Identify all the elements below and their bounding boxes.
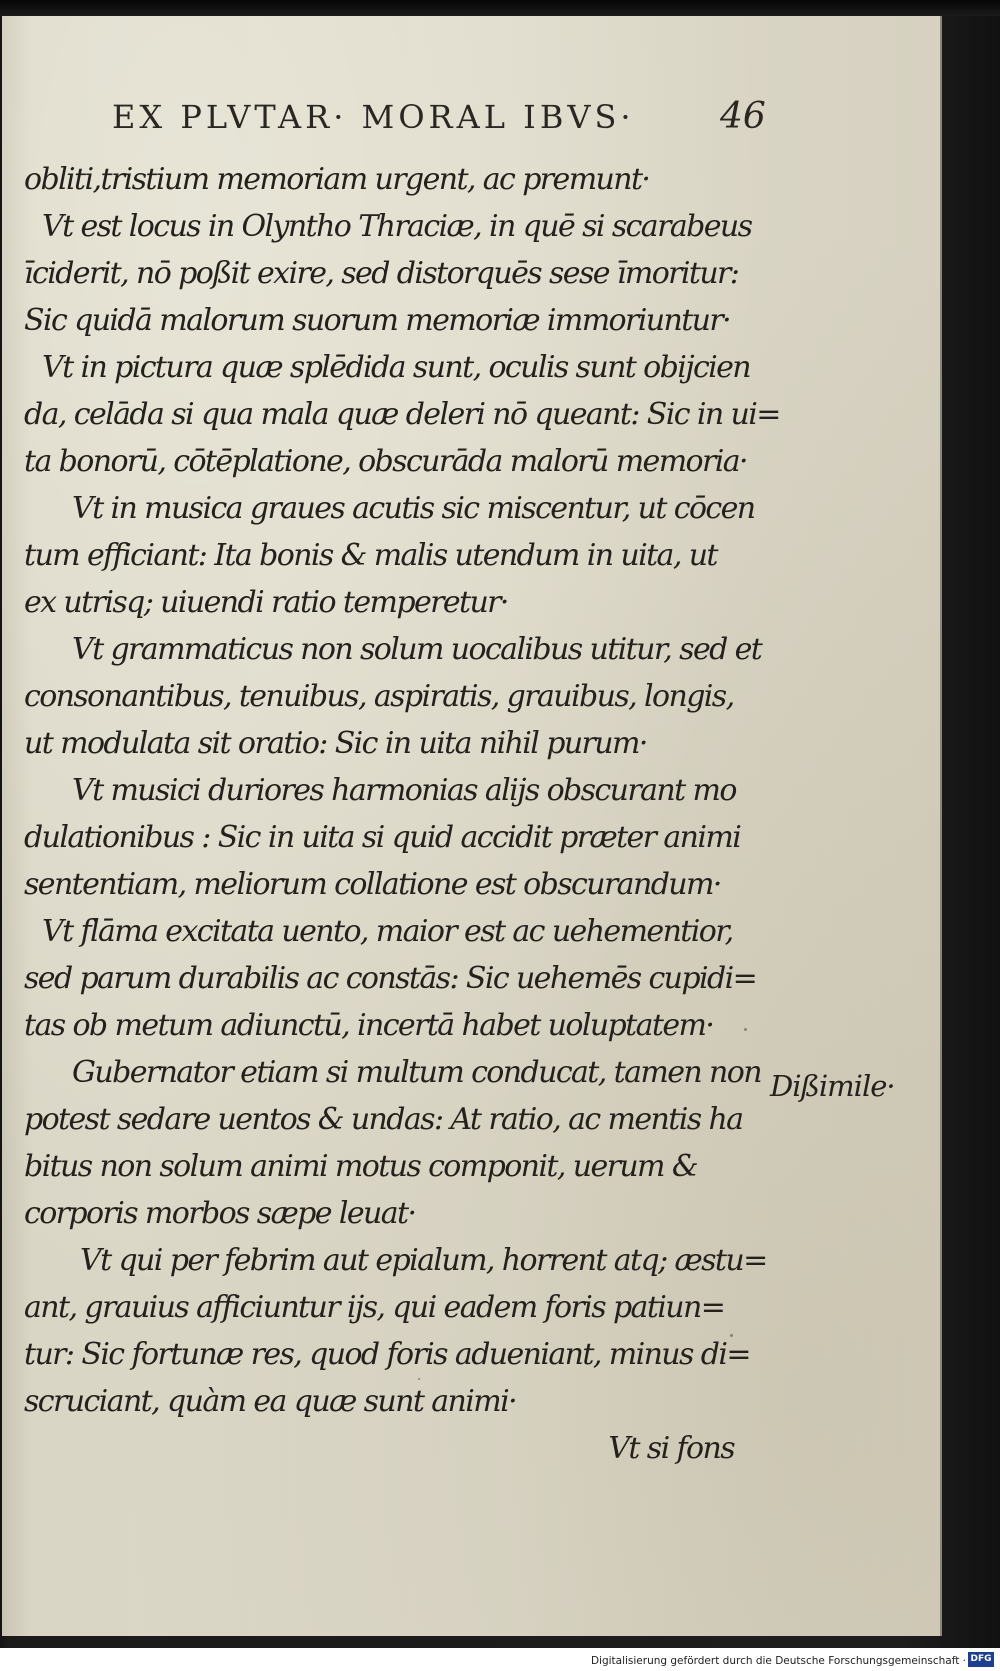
text-line: Gubernator etiam si multum conducat, tamen non	[72, 1055, 761, 1090]
running-head: EX PLVTAR· MORAL IBVS·	[112, 98, 635, 136]
text-line: ta bonorū, cōtēplatione, obscurāda malorū memoria·	[24, 444, 747, 479]
catchword: Vt si fons	[608, 1431, 734, 1466]
text-line: tur: Sic fortunæ res, quod foris adueniant, minus di=	[24, 1337, 750, 1372]
paper-spot	[418, 1378, 420, 1380]
text-line: dulationibus : Sic in uita si quid accidit præter animi	[24, 820, 741, 855]
text-line: sententiam, meliorum collatione est obscurandum·	[24, 867, 721, 902]
text-line: corporis morbos sæpe leuat·	[24, 1196, 416, 1231]
text-line: Vt musici duriores harmonias alijs obscurant mo	[72, 773, 736, 808]
text-line: da, celāda si qua mala quæ deleri nō queant: Sic in ui=	[24, 397, 780, 432]
text-line: Vt in pictura quæ splēdida sunt, oculis sunt obijcien	[42, 350, 751, 385]
text-line: potest sedare uentos & undas: At ratio, ac mentis ha	[24, 1102, 743, 1137]
dfg-logo: DFG	[968, 1652, 994, 1667]
text-line: tum efficiant: Ita bonis & malis utendum in uita, ut	[24, 538, 717, 573]
footer-credit: Digitalisierung gefördert durch die Deutsche Forschungsgemeinschaft ·	[590, 1655, 966, 1667]
page-number: 46	[720, 96, 766, 137]
text-line: Vt in musica graues acutis sic miscentur, ut cōcen	[72, 491, 755, 526]
text-line: scruciant, quàm ea quæ sunt animi·	[24, 1384, 517, 1419]
text-line: consonantibus, tenuibus, aspiratis, grauibus, longis,	[24, 679, 734, 714]
text-line: Vt est locus in Olyntho Thraciæ, in quē si scarabeus	[42, 209, 752, 244]
text-line: ex utrisq; uiuendi ratio temperetur·	[24, 585, 508, 620]
paper-spot	[730, 1334, 733, 1337]
text-line: obliti,tristium memoriam urgent, ac premunt·	[24, 162, 650, 197]
text-line: Vt grammaticus non solum uocalibus utitur, sed et	[72, 632, 762, 667]
text-line: Sic quidā malorum suorum memoriæ immoriuntur·	[24, 303, 731, 338]
text-line: ant, grauius afficiuntur ijs, qui eadem foris patiun=	[24, 1290, 725, 1325]
body-text	[24, 156, 780, 1472]
text-line: tas ob metum adiunctū, incertā habet uoluptatem·	[24, 1008, 714, 1043]
text-line: sed parum durabilis ac constās: Sic uehemēs cupidi=	[24, 961, 757, 996]
text-line: Vt flāma excitata uento, maior est ac uehementior,	[42, 914, 733, 949]
paper-spot	[744, 1028, 747, 1031]
margin-note: Dißimile·	[770, 1069, 895, 1103]
text-line: bitus non solum animi motus componit, uerum &	[24, 1149, 697, 1184]
book-page	[2, 16, 942, 1636]
scan-top-edge	[0, 0, 1000, 16]
text-line: īciderit, nō poßit exire, sed distorquēs sese īmoritur:	[24, 256, 739, 291]
text-line: Vt qui per febrim aut epialum, horrent atq; æstu=	[80, 1243, 767, 1278]
text-line: ut modulata sit oratio: Sic in uita nihil purum·	[24, 726, 647, 761]
